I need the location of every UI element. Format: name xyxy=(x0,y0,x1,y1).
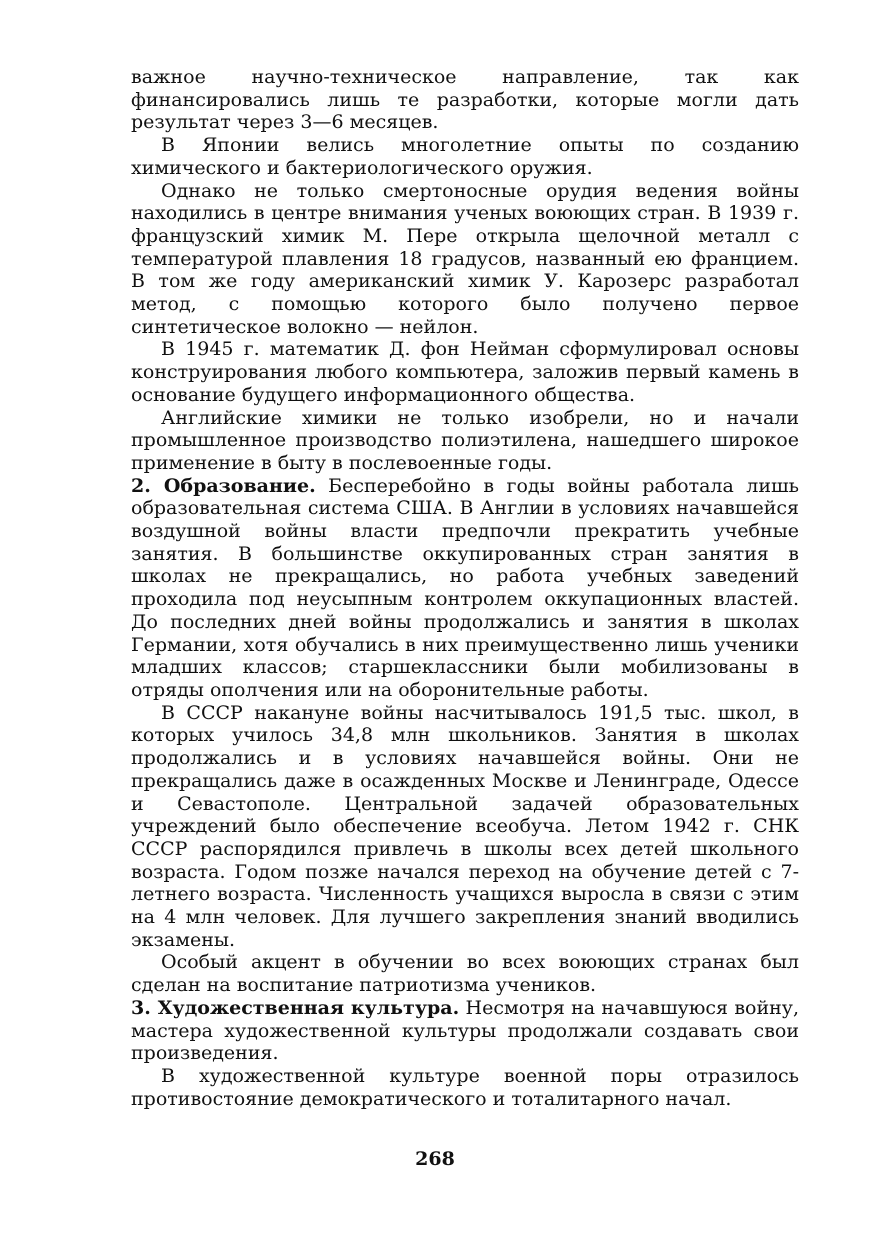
page-number: 268 xyxy=(415,1148,455,1170)
paragraph-text: В Японии велись многолетние опыты по созданию химического и бактериологического оружия. xyxy=(131,134,799,179)
paragraph-text: В 1945 г. математик Д. фон Нейман сформулировал основы конструирования любого компьютера, заложив первый камень в основание будущего информационного общества. xyxy=(131,338,799,406)
paragraph-5 xyxy=(131,407,799,475)
section-heading-education: 2. Образование. xyxy=(131,474,316,497)
paragraph-text: Однако не только смертоносные орудия ведения войны находились в центре внимания ученых воюющих стран. В 1939 г. французский химик М. Пере открыла щелочной металл с температурой плавления 18 градусов, названный ею францием. В том же году американский химик У. Карозерс разработал метод, с помощью которого было получено первое синтетическое волокно — нейлон. xyxy=(131,179,799,338)
paragraph-text: Особый акцент в обучении во всех воюющих странах был сделан на воспитание патриотизма учеников. xyxy=(131,951,799,997)
page-body xyxy=(131,66,799,1110)
section-art-culture xyxy=(131,997,799,1065)
paragraph-10 xyxy=(131,1065,799,1110)
paragraph-text: В СССР накануне войны насчитывалось 191,5 тыс. школ, в которых училось 34,8 млн школьников. Занятия в школах продолжались и в условиях начавшейся войны. Они не прекращались даже в осажденных Москве и Ленинграде, Одессе и Севастополе. Центральной задачей образовательных учреждений было обеспечение всеобуча. Летом 1942 г. СНК СССР распорядился привлечь в школы всех детей школьного возраста. Годом позже начался переход на обучение детей с 7-летнего возраста. Численность учащихся выросла в связи с этим на 4 млн человек. Для лучшего закрепления знаний вводились экзамены. xyxy=(131,701,799,951)
paragraph-text: В художественной культуре военной поры отразилось противостояние демократического и тоталитарного начал. xyxy=(131,1064,799,1110)
section-heading-art-culture: 3. Художественная культура. xyxy=(131,996,460,1019)
paragraph-4 xyxy=(131,338,799,406)
paragraph-2 xyxy=(131,134,799,179)
paragraph-7 xyxy=(131,702,799,952)
paragraph-3 xyxy=(131,180,799,339)
paragraph-text: Бесперебойно в годы войны работала лишь образовательная система США. В Англии в условиях начавшейся воздушной войны власти предпочли прекратить учебные занятия. В большинстве оккупированных стран занятия в школах не прекращались, но работа учебных заведений проходила под неусыпным контролем оккупационных властей. До последних дней войны продолжались и занятия в школах Германии, хотя обучались в них преимущественно лишь ученики младших классов; старшеклассники были мобилизованы в отряды ополчения или на оборонительные работы. xyxy=(131,474,799,701)
paragraph-text: Английские химики не только изобрели, но и начали промышленное производство полиэтилена, нашедшего широкое применение в быту в послевоенные годы. xyxy=(131,406,799,474)
paragraph-text: Несмотря на начавшуюся войну, мастера художественной культуры продолжали создавать свои произведения. xyxy=(131,996,799,1065)
section-education xyxy=(131,475,799,702)
paragraph-1 xyxy=(131,66,799,134)
paragraph-8 xyxy=(131,951,799,996)
paragraph-text: важное научно-техническое направление, так как финансировались лишь те разработки, которые могли дать результат через 3—6 месяцев. xyxy=(131,66,799,134)
